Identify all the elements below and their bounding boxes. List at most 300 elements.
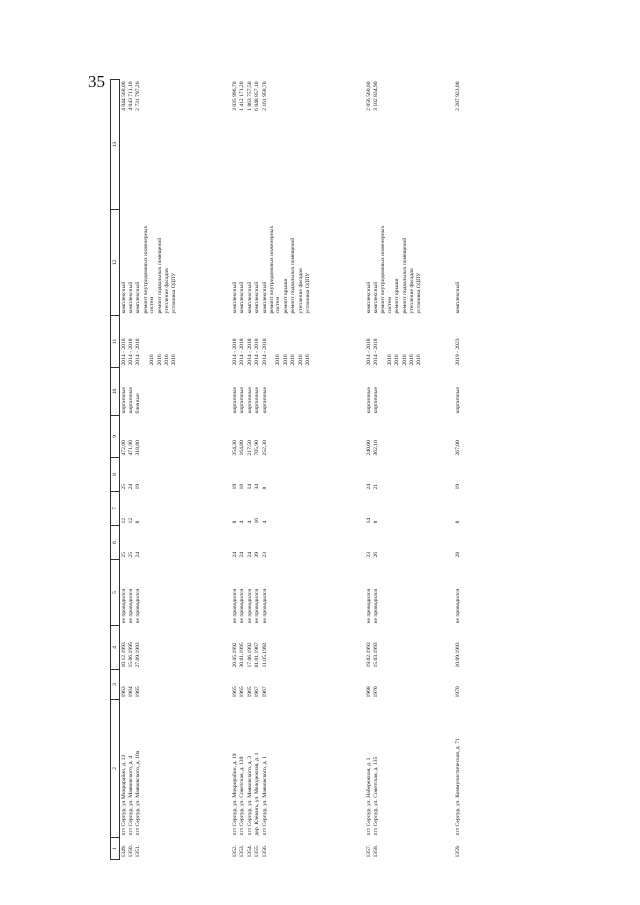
empty-cell [401,492,408,526]
table-row [127,80,134,860]
page-number: 35 [88,72,105,91]
cell-num: 1354. [246,844,253,858]
column-header: 11 [111,316,120,368]
column-header: 10 [111,368,120,416]
work-period: 2016 [156,354,163,366]
empty-cell [268,458,282,492]
empty-cell [164,626,171,670]
cell-c8: 14 [246,483,253,490]
empty-cell [409,526,416,560]
cell-address: пгт Серпур, ул Микрорайон, д. 13 [120,754,127,836]
cell-sum: 2 287 923,00 [454,81,461,111]
cell-year: 1965 [246,686,253,698]
empty-cell [297,526,304,560]
cell-c7: 4 [246,520,253,524]
empty-cell [282,416,289,458]
cell-privat: не проводился [239,589,246,624]
cell-c6: 24 [239,551,246,558]
cell-c8: 18 [239,483,246,490]
cell-c8: 19 [454,483,461,490]
cell-privat: не проводился [127,589,134,624]
cell-num: 1356. [261,844,268,858]
cell-num: 1353. [239,844,246,858]
cell-date: 11.05.1992 [261,642,268,668]
empty-cell [171,560,178,626]
column-header: 1 [111,838,120,860]
empty-cell [282,458,289,492]
empty-cell [416,560,423,626]
cell-period: 2014 - 2018 [246,338,253,366]
cell-sum: 4 043 711,10 [127,81,134,111]
empty-cell [290,700,297,838]
empty-cell [268,560,282,626]
empty-cell [156,368,163,416]
cell-c6: 23 [261,551,268,558]
work-type: ремонт внутридомовых инженерных систем [380,225,393,314]
cell-kind: комплексный [231,281,238,314]
work-period: 2016 [149,354,156,366]
empty-cell [394,368,401,416]
empty-cell [268,838,282,860]
cell-area: 240,00 [365,440,372,456]
cell-date: 15.03.1993 [372,642,379,668]
empty-cell [394,458,401,492]
cell-address: пгт Серпур, ул. Советская, д. 139 [239,756,246,836]
empty-cell [394,80,401,210]
empty-cell [416,838,423,860]
registry-table-rotated [110,80,530,860]
cell-area: 252,30 [261,440,268,456]
cell-kind: комплексный [365,281,372,314]
cell-area: 472,00 [120,440,127,456]
empty-cell [416,700,423,838]
cell-year: 1965 [135,686,142,698]
work-type: ремонт подвальных помещений [290,237,297,314]
work-period: 2016 [290,354,297,366]
empty-cell [156,838,163,860]
work-type: установка ОДПУ [171,272,178,314]
cell-c8: 19 [135,483,142,490]
empty-cell [409,626,416,670]
cell-c6: 23 [365,551,372,558]
cell-sum: 1 863 757,50 [246,81,253,111]
empty-cell [290,560,297,626]
work-period: 2016 [305,354,312,366]
cell-sum: 2 731 797,20 [135,81,142,111]
empty-cell [409,458,416,492]
empty-cell [156,492,163,526]
cell-address: пгт Серпур, ул. Маяковского, д. 1 [261,755,268,836]
cell-area: 705,90 [254,440,261,456]
empty-cell [416,526,423,560]
cell-privat: не проводился [246,589,253,624]
empty-cell [380,560,394,626]
empty-cell [380,700,394,838]
table-row [246,80,253,860]
cell-date: 19.02.1993 [365,642,372,668]
empty-cell [394,416,401,458]
work-period: 2016 [394,354,401,366]
empty-cell [394,492,401,526]
empty-cell [290,458,297,492]
cell-privat: не проводился [261,589,268,624]
empty-cell [156,80,163,210]
empty-cell [142,416,156,458]
group-spacer [312,80,365,860]
empty-cell [416,458,423,492]
cell-address: пгт Серпур, ул. Маяковского, д. 4 [127,755,134,836]
empty-cell [142,626,156,670]
cell-num: 1358. [372,844,379,858]
cell-c6: 24 [231,551,238,558]
empty-cell [142,492,156,526]
cell-period: 2014 - 2018 [261,338,268,366]
empty-cell [282,560,289,626]
cell-year: 1963 [120,686,127,698]
cell-period: 2014 - 2018 [120,338,127,366]
table-row [254,80,261,860]
work-type: утепление фасадов [297,268,304,314]
empty-cell [416,492,423,526]
column-header: 5 [111,560,120,626]
empty-cell [401,458,408,492]
cell-wall: кирпичные [261,386,268,414]
group-spacer [178,80,231,860]
cell-num: 1351. [135,844,142,858]
empty-cell [297,416,304,458]
cell-date: 01.01.1967 [254,642,261,668]
cell-wall: кирпичные [231,386,238,414]
empty-cell [142,458,156,492]
cell-wall: кирпичные [120,386,127,414]
cell-sum: 1 412 171,20 [239,81,246,111]
empty-cell [409,80,416,210]
table-row [231,80,238,860]
cell-c6: 24 [135,551,142,558]
work-type: утепление фасадов [409,268,416,314]
column-header: 12 [111,210,120,316]
work-type-row [305,80,312,860]
work-type-row [164,80,171,860]
empty-cell [171,626,178,670]
empty-cell [171,700,178,838]
cell-privat: не проводился [231,589,238,624]
cell-area: 471,90 [127,440,134,456]
work-type: ремонт подвальных помещений [401,237,408,314]
empty-cell [290,492,297,526]
cell-sum: 6 048 857,10 [254,81,261,111]
cell-year: 1965 [239,686,246,698]
empty-cell [394,838,401,860]
work-type: ремонт внутридомовых инженерных систем [268,225,282,314]
empty-cell [297,368,304,416]
cell-c8: 19 [231,483,238,490]
cell-c7: 12 [127,517,134,524]
work-type: ремонт подвальных помещений [156,237,163,314]
work-type-row [380,80,394,860]
cell-kind: комплексный [127,281,134,314]
table-row [261,80,268,860]
empty-cell [394,700,401,838]
empty-cell [297,626,304,670]
empty-cell [394,526,401,560]
empty-cell [268,626,282,670]
work-period: 2016 [416,354,423,366]
empty-cell [142,670,156,700]
column-header: 4 [111,626,120,670]
empty-cell [394,670,401,700]
empty-cell [380,458,394,492]
cell-num: 1355. [254,844,261,858]
cell-address: пгт Серпур, ул. Коммунистическая, д. 71 [454,738,461,836]
cell-wall: кирпичные [454,386,461,414]
empty-cell [290,416,297,458]
cell-c7: 4 [261,520,268,524]
empty-cell [401,368,408,416]
empty-cell [142,368,156,416]
empty-cell [305,80,312,210]
cell-c6: 25 [120,551,127,558]
empty-cell [164,458,171,492]
cell-area: 354,30 [231,440,238,456]
empty-cell [297,560,304,626]
empty-cell [297,700,304,838]
cell-date: 10.09.1993 [454,642,461,668]
cell-kind: комплексный [135,281,142,314]
empty-cell [380,492,394,526]
empty-cell [380,368,394,416]
cell-num: 1357. [365,844,372,858]
empty-cell [282,368,289,416]
cell-address: пгт Серпур, ул. Маяковского, д. 3 [246,755,253,836]
cell-period: 2019 - 2023 [454,338,461,366]
empty-cell [142,526,156,560]
cell-num: 1352. [231,844,238,858]
cell-date: 20.05.1992 [231,642,238,668]
cell-c8: 21 [372,483,379,490]
empty-cell [282,492,289,526]
table-row [120,80,128,860]
empty-cell [297,670,304,700]
cell-wall: кирпичные [372,386,379,414]
cell-privat: не проводился [120,589,127,624]
cell-num: 1350. [127,844,134,858]
empty-cell [401,80,408,210]
cell-year: 1968 [365,686,372,698]
empty-cell [305,368,312,416]
cell-period: 2014 - 2018 [254,338,261,366]
cell-year: 1965 [231,686,238,698]
cell-wall: кирпичные [254,386,261,414]
work-type-row [268,80,282,860]
column-header: 6 [111,526,120,560]
work-period: 2016 [282,354,289,366]
cell-area: 267,00 [454,440,461,456]
cell-period: 2014 - 2018 [365,338,372,366]
empty-cell [409,560,416,626]
cell-c7: 14 [365,517,372,524]
column-header: 2 [111,700,120,838]
empty-cell [282,80,289,210]
empty-cell [416,416,423,458]
empty-cell [394,626,401,670]
cell-c8: 24 [365,483,372,490]
cell-c7: 12 [120,517,127,524]
cell-wall: кирпичные [365,386,372,414]
empty-cell [268,80,282,210]
cell-c8: 24 [127,483,134,490]
empty-cell [305,838,312,860]
cell-c7: 4 [239,520,246,524]
work-period: 2016 [297,354,304,366]
empty-cell [268,700,282,838]
cell-num: 1359. [454,844,461,858]
column-header: 8 [111,458,120,492]
empty-cell [290,368,297,416]
group-spacer [423,80,454,860]
cell-date: 17.06.1992 [246,642,253,668]
cell-year: 1970 [372,686,379,698]
cell-date: 15.06.1995 [127,642,134,668]
cell-c7: 16 [254,517,261,524]
empty-cell [164,560,171,626]
cell-wall: кирпичные [127,386,134,414]
column-header: 13 [111,80,120,210]
empty-cell [297,838,304,860]
column-header: 3 [111,670,120,700]
cell-kind: комплексный [454,281,461,314]
cell-date: 27.09.1993 [135,642,142,668]
empty-cell [409,700,416,838]
empty-cell [409,368,416,416]
empty-cell [171,458,178,492]
cell-date: 30.01.1995 [239,642,246,668]
empty-cell [290,626,297,670]
empty-cell [394,560,401,626]
empty-cell [268,416,282,458]
cell-c8: 34 [254,483,261,490]
empty-cell [164,368,171,416]
cell-sum: 4 044 568,00 [120,81,127,111]
cell-kind: комплексный [246,281,253,314]
cell-sum: 3 035 996,70 [231,81,238,111]
empty-cell [142,838,156,860]
empty-cell [171,416,178,458]
cell-address: дер. Клевань, ул. Молодежная, д. 1 [254,752,261,836]
empty-cell [305,626,312,670]
cell-kind: комплексный [261,281,268,314]
work-type: установка ОДПУ [416,272,423,314]
work-type: ремонт внутридомовых инженерных систем [142,225,156,314]
empty-cell [409,492,416,526]
empty-cell [305,700,312,838]
empty-cell [164,492,171,526]
work-type-row [409,80,416,860]
cell-year: 1964 [127,686,134,698]
table-row [454,80,461,860]
cell-period: 2014 - 2018 [231,338,238,366]
empty-cell [142,80,156,210]
cell-c7: 8 [231,520,238,524]
empty-cell [164,80,171,210]
empty-cell [290,838,297,860]
empty-cell [171,838,178,860]
empty-cell [142,700,156,838]
empty-cell [297,458,304,492]
table-row [372,80,379,860]
empty-cell [305,416,312,458]
empty-cell [290,80,297,210]
work-type: ремонт крыши [394,278,401,314]
empty-cell [171,526,178,560]
cell-kind: комплексный [239,281,246,314]
empty-cell [268,526,282,560]
empty-cell [401,700,408,838]
cell-period: 2014 - 2018 [372,338,379,366]
empty-cell [282,838,289,860]
empty-cell [416,626,423,670]
table-row [135,80,142,860]
empty-cell [268,368,282,416]
cell-c6: 28 [454,551,461,558]
empty-cell [380,416,394,458]
work-type: установка ОДПУ [305,272,312,314]
empty-cell [156,416,163,458]
cell-area: 217,50 [246,440,253,456]
cell-privat: не проводился [135,589,142,624]
empty-cell [416,80,423,210]
cell-date: 10.12.1993 [120,642,127,668]
cell-wall: кирпичные [246,386,253,414]
empty-cell [164,416,171,458]
column-header: 7 [111,492,120,526]
empty-cell [282,526,289,560]
cell-address: пгт Серпур, ул. Набережная, д. 1 [365,757,372,836]
cell-wall: блочные [135,393,142,414]
cell-period: 2014 - 2018 [135,338,142,366]
empty-cell [164,838,171,860]
work-type-row [394,80,401,860]
empty-cell [156,560,163,626]
cell-sum: 2 056 560,00 [365,81,372,111]
cell-sum: 2 161 958,70 [261,81,268,111]
header-row [111,80,120,860]
table-row [239,80,246,860]
cell-privat: не проводился [372,589,379,624]
work-period: 2016 [386,354,393,366]
cell-c6: 39 [254,551,261,558]
work-period: 2016 [164,354,171,366]
empty-cell [171,492,178,526]
empty-cell [171,670,178,700]
table-body [120,80,462,860]
empty-cell [282,700,289,838]
work-type-row [282,80,289,860]
work-type-row [401,80,408,860]
work-type-row [297,80,304,860]
empty-cell [409,838,416,860]
empty-cell [401,670,408,700]
cell-year: 1970 [454,686,461,698]
empty-cell [305,670,312,700]
empty-cell [142,560,156,626]
empty-cell [290,526,297,560]
empty-cell [401,626,408,670]
cell-kind: комплексный [372,281,379,314]
empty-cell [401,838,408,860]
work-type-row [290,80,297,860]
empty-cell [156,526,163,560]
